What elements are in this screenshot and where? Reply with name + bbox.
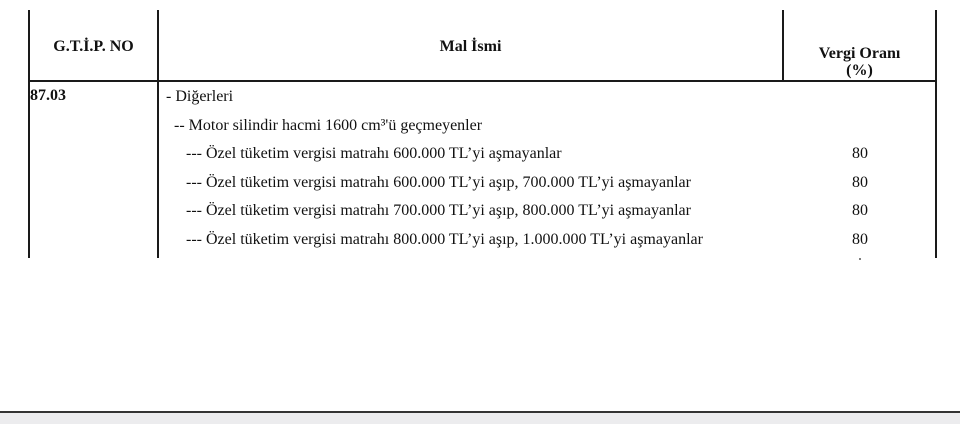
table-row: --- Özel tüketim vergisi matrahı 800.000 TL’yi aşıp, 1.000.000 TL’yi aşmayanlar xyxy=(186,231,703,248)
tax-rate-value: 80 xyxy=(852,145,868,162)
scan-speck xyxy=(859,258,861,260)
table-row: --- Özel tüketim vergisi matrahı 600.000 TL’yi aşmayanlar xyxy=(186,145,562,162)
tax-rate-value: 80 xyxy=(852,231,868,248)
table-row: -- Motor silindir hacmi 1600 cm³'ü geçmeyenler xyxy=(174,117,483,134)
header-divider xyxy=(28,80,937,82)
footer-bar xyxy=(0,413,960,424)
header-gtip-no: G.T.İ.P. NO xyxy=(53,38,134,55)
table-row: --- Özel tüketim vergisi matrahı 700.000 TL’yi aşıp, 800.000 TL’yi aşmayanlar xyxy=(186,202,691,219)
header-item-name: Mal İsmi xyxy=(439,38,502,55)
header-tax-rate: Vergi Oranı xyxy=(818,45,901,62)
tax-rate-value: 80 xyxy=(852,174,868,191)
header-tax-rate-unit: (%) xyxy=(846,62,873,79)
tax-rate-value: 80 xyxy=(852,202,868,219)
table-row: - Diğerleri xyxy=(166,88,234,105)
table-row: --- Özel tüketim vergisi matrahı 600.000 TL’yi aşıp, 700.000 TL’yi aşmayanlar xyxy=(186,174,691,191)
table-border-right xyxy=(935,10,937,258)
gtip-code: 87.03 xyxy=(30,87,66,104)
